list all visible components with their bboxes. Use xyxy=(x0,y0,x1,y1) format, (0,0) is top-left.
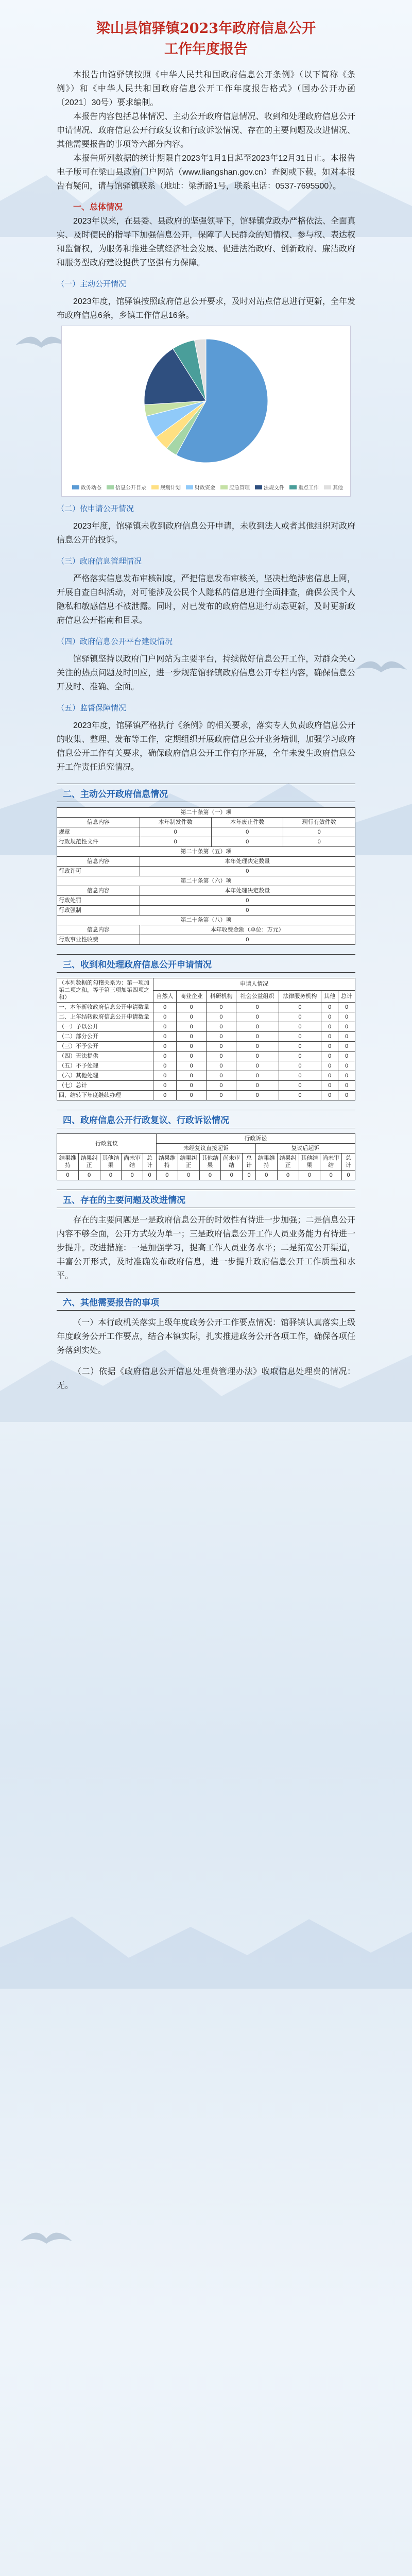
table-cell: 0 xyxy=(177,1012,207,1022)
legend-item xyxy=(255,483,284,491)
table-group-header: 行政复议 xyxy=(57,1134,157,1154)
table-row xyxy=(57,1022,355,1032)
table-cell: 0 xyxy=(279,1081,321,1091)
table-col-header: 现行有效件数 xyxy=(283,818,355,827)
legend-item xyxy=(289,483,319,491)
table-group-header: 行政诉讼 xyxy=(156,1134,355,1144)
table-cell: 0 xyxy=(321,1091,338,1100)
management-text: 严格落实信息发布审核制度，严把信息发布审核关，坚决杜绝涉密信息上网，开展自查自纠活动，对可能涉及公民个人隐私的信息进行全面排查，确保公民个人隐私和敏感信息不被泄露。同时，对已发布的政府信息进行动态更新，及时更新政府信息公开指南和目录。 xyxy=(57,574,355,625)
table-cell: 0 xyxy=(153,1071,177,1081)
table-col-header: 本年收费金额（单位：万元） xyxy=(140,925,355,935)
table-cell: 0 xyxy=(338,1022,355,1032)
table-col-header: 法律服务机构 xyxy=(279,990,321,1003)
table-group-header: 第二十条第（六）项 xyxy=(57,876,355,886)
section2-header xyxy=(57,784,355,802)
section4-title: 四、政府信息公开行政复议、行政诉讼情况 xyxy=(63,1115,229,1125)
table-subgroup-header: 未经复议直接起诉 xyxy=(156,1144,255,1154)
table-cell: 0 xyxy=(177,1091,207,1100)
table-cell: 0 xyxy=(140,906,355,916)
chart-legend xyxy=(72,483,343,491)
table-cell: 0 xyxy=(299,1171,320,1180)
table-cell: 0 xyxy=(321,1052,338,1061)
table-cell: 0 xyxy=(342,1171,355,1180)
table-col-header: 尚未审结 xyxy=(122,1154,143,1171)
legend-label: 政务动态 xyxy=(81,485,101,491)
table-cell: 0 xyxy=(283,827,355,837)
table-cell: 0 xyxy=(207,1003,236,1012)
table-cell: 二、上年结转政府信息公开申请数量 xyxy=(57,1012,153,1022)
table-group-header: 申请人情况 xyxy=(153,978,355,991)
section1-intro: 2023年以来，在县委、县政府的坚强领导下，馆驿镇党政办严格依法、全面真实、及时便民的指导下加强信息公开，保障了人民群众的知情权、参与权、表达权和监督权，为服务和推进全镇经济社会发展、促进法治政府、创新政府、廉洁政府和服务型政府建设提供了坚强有力保障。 xyxy=(57,217,355,267)
table-row xyxy=(57,1071,355,1081)
table-col-header: 信息内容 xyxy=(57,857,140,867)
table-cell: 0 xyxy=(207,1042,236,1052)
table-cell: 0 xyxy=(153,1012,177,1022)
legend-label: 重点工作 xyxy=(298,485,319,491)
table-cell: 0 xyxy=(236,1081,279,1091)
table-cell: 0 xyxy=(279,1032,321,1042)
section2-title: 二、主动公开政府信息情况 xyxy=(63,789,168,799)
other-matters-text: （二）依据《政府信息公开信息处理费管理办法》收取信息处理费的情况：无。 xyxy=(57,1367,355,1390)
table-col-header: 信息内容 xyxy=(57,818,140,827)
legend-label: 财政资金 xyxy=(195,485,215,491)
table-cell: 0 xyxy=(122,1171,143,1180)
table-cell: 0 xyxy=(236,1091,279,1100)
active-disclosure-table xyxy=(57,807,355,945)
table-cell: （二）部分公开 xyxy=(57,1032,153,1042)
table-cell: 0 xyxy=(153,1003,177,1012)
legend-item xyxy=(151,483,181,491)
section4-header xyxy=(57,1110,355,1128)
table-cell: 0 xyxy=(153,1081,177,1091)
table-col-header: 本年处理决定数量 xyxy=(140,857,355,867)
table-cell: 0 xyxy=(321,1061,338,1071)
table-cell: 0 xyxy=(153,1052,177,1061)
legend-item xyxy=(107,483,146,491)
table-cell: 0 xyxy=(153,1061,177,1071)
report-page xyxy=(57,15,355,2576)
section1-title: 一、总体情况 xyxy=(73,203,123,212)
table-cell: 0 xyxy=(211,837,283,847)
legend-swatch xyxy=(220,485,228,489)
legend-item xyxy=(220,483,250,491)
table-col-header: 本年处理决定数量 xyxy=(140,886,355,896)
table-col-header: 社会公益组织 xyxy=(236,990,279,1003)
table-cell: 0 xyxy=(236,1012,279,1022)
pie-chart-svg xyxy=(62,326,350,481)
table-col-header: 总计 xyxy=(243,1154,256,1171)
table-col-header: 其他 xyxy=(321,990,338,1003)
legend-label: 规划计划 xyxy=(160,485,181,491)
table-cell: 0 xyxy=(321,1081,338,1091)
table-cell: 0 xyxy=(57,1171,79,1180)
table-cell: 0 xyxy=(243,1171,256,1180)
table-cell: 0 xyxy=(207,1091,236,1100)
active-disclosure-text: 2023年度，馆驿镇按照政府信息公开要求，及时对站点信息进行更新，全年发布政府信息6条，乡镇工作信息16条。 xyxy=(57,297,355,320)
table-cell: 0 xyxy=(207,1081,236,1091)
section3-header xyxy=(57,954,355,973)
table-cell: 0 xyxy=(279,1091,321,1100)
legend-label: 其他 xyxy=(333,485,343,491)
table-row xyxy=(57,1052,355,1061)
table-col-header: 其他结果 xyxy=(299,1154,320,1171)
table-cell: 0 xyxy=(236,1032,279,1042)
table-cell: 0 xyxy=(178,1171,199,1180)
table-group-header: 第二十条第（五）项 xyxy=(57,847,355,857)
table-col-header: 本年制发件数 xyxy=(140,818,211,827)
legend-item xyxy=(186,483,215,491)
legend-swatch xyxy=(186,485,193,489)
table-cell: （四）无法提供 xyxy=(57,1052,153,1061)
table-cell: 0 xyxy=(338,1081,355,1091)
table-group-header: 第二十条第（一）项 xyxy=(57,808,355,818)
table-row xyxy=(57,1003,355,1012)
table-cell: 0 xyxy=(153,1042,177,1052)
table-cell: 0 xyxy=(321,1012,338,1022)
table-cell: 0 xyxy=(78,1171,100,1180)
table-cell: 0 xyxy=(207,1022,236,1032)
table-cell: 0 xyxy=(177,1052,207,1061)
table-cell: 0 xyxy=(177,1032,207,1042)
subsection-platform: （四）政府信息公开平台建设情况 xyxy=(57,637,173,646)
report-title-line2: 工作年度报告 xyxy=(164,41,248,57)
legend-swatch xyxy=(151,485,159,489)
table-col-header: 总计 xyxy=(143,1154,157,1171)
table-cell: （七）总计 xyxy=(57,1081,153,1091)
table-cell: 0 xyxy=(321,1022,338,1032)
table-col-header: 尚未审结 xyxy=(320,1154,342,1171)
table-cell: 0 xyxy=(207,1032,236,1042)
table-corner-note: （本列数据的勾稽关系为：第一项加第二项之和，等于第三项加第四项之和） xyxy=(57,978,153,1003)
table-cell: 0 xyxy=(177,1042,207,1052)
table-cell: 0 xyxy=(211,827,283,837)
intro-paragraph: 本报告所列数据的统计期限自2023年1月1日起至2023年12月31日止。本报告电子版可在梁山县政府门户网站（www.liangshan.gov.cn）查阅或下载。如对本报告有疑问，请与馆驿镇联系（地址：梁新路1号，联系电话：0537-7695500）。 xyxy=(57,154,355,191)
table-cell: 行政规范性文件 xyxy=(57,837,140,847)
table-cell: 四、结转下年度继续办理 xyxy=(57,1091,153,1100)
table-cell: 0 xyxy=(177,1022,207,1032)
section5-header xyxy=(57,1190,355,1208)
table-cell: 0 xyxy=(321,1042,338,1052)
table-col-header: 尚未审结 xyxy=(221,1154,243,1171)
subsection-active-disclosure: （一）主动公开情况 xyxy=(57,280,127,289)
table-group-header: 第二十条第（八）项 xyxy=(57,916,355,925)
table-cell: 0 xyxy=(153,1091,177,1100)
subsection-supervision: （五）监督保障情况 xyxy=(57,704,127,713)
table-col-header: 本年废止件数 xyxy=(211,818,283,827)
table-col-header: 信息内容 xyxy=(57,886,140,896)
table-cell: （一）予以公开 xyxy=(57,1022,153,1032)
table-cell: 0 xyxy=(140,935,355,945)
table-cell: 0 xyxy=(279,1022,321,1032)
legend-swatch xyxy=(72,485,79,489)
table-cell: 0 xyxy=(236,1003,279,1012)
table-col-header: 其他结果 xyxy=(199,1154,221,1171)
table-subgroup-header: 复议后起诉 xyxy=(255,1144,355,1154)
table-cell: 0 xyxy=(338,1071,355,1081)
table-row xyxy=(57,1061,355,1071)
subsection-application: （二）依申请公开情况 xyxy=(57,504,134,513)
table-cell: 0 xyxy=(236,1022,279,1032)
table-col-header: 结果维持 xyxy=(156,1154,178,1171)
table-cell: 0 xyxy=(279,1003,321,1012)
table-cell: 0 xyxy=(177,1061,207,1071)
table-col-header: 总计 xyxy=(342,1154,355,1171)
subsection-management: （三）政府信息管理情况 xyxy=(57,557,142,566)
section3-title: 三、收到和处理政府信息公开申请情况 xyxy=(63,959,212,970)
table-row xyxy=(57,1042,355,1052)
intro-section xyxy=(57,68,355,193)
table-cell: 0 xyxy=(321,1071,338,1081)
table-col-header: 结果纠正 xyxy=(178,1154,199,1171)
legend-swatch xyxy=(289,485,297,489)
table-cell: 0 xyxy=(320,1171,342,1180)
table-col-header: 商业企业 xyxy=(177,990,207,1003)
section6-title: 六、其他需要报告的事项 xyxy=(63,1297,159,1308)
table-cell: 0 xyxy=(321,1032,338,1042)
table-cell: 0 xyxy=(236,1061,279,1071)
table-cell: 0 xyxy=(207,1012,236,1022)
table-cell: 一、本年新收政府信息公开申请数量 xyxy=(57,1003,153,1012)
table-cell: 0 xyxy=(207,1071,236,1081)
legend-label: 信息公开目录 xyxy=(115,485,146,491)
table-cell: 0 xyxy=(279,1052,321,1061)
problems-text: 存在的主要问题是一是政府信息公开的时效性有待进一步加强；二是信息公开内容不够全面，公开方式较为单一；三是政府信息公开工作人员业务能力有待进一步提升。改进措施：一是加强学习，提高工作人员业务水平；二是拓宽公开渠道，丰富公开形式，及时准确发布政府信息，进一步提升政府信息公开工作质量和水平。 xyxy=(57,1216,355,1280)
intro-paragraph: 本报告内容包括总体情况、主动公开政府信息情况、收到和处理政府信息公开申请情况、政府信息公开行政复议和行政诉讼情况、存在的主要问题及改进情况、其他需要报告的事项等六部分内容。 xyxy=(57,112,355,149)
table-cell: 0 xyxy=(140,827,211,837)
table-col-header: 信息内容 xyxy=(57,925,140,935)
legend-swatch xyxy=(107,485,114,489)
table-col-header: 总计 xyxy=(338,990,355,1003)
table-cell: 0 xyxy=(279,1012,321,1022)
table-cell: 0 xyxy=(338,1003,355,1012)
table-cell: 0 xyxy=(277,1171,299,1180)
table-row xyxy=(57,1171,355,1180)
section5-title: 五、存在的主要问题及改进情况 xyxy=(63,1195,185,1205)
legend-item xyxy=(324,483,343,491)
table-cell: 0 xyxy=(199,1171,221,1180)
table-col-header: 其他结果 xyxy=(100,1154,122,1171)
table-cell: （三）不予公开 xyxy=(57,1042,153,1052)
table-cell: 0 xyxy=(140,896,355,906)
application-text: 2023年度，馆驿镇未收到政府信息公开申请，未收到法人或者其他组织对政府信息公开的投诉。 xyxy=(57,522,355,545)
table-col-header: 结果维持 xyxy=(255,1154,277,1171)
table-header-row xyxy=(57,1154,355,1171)
table-col-header: 结果纠正 xyxy=(78,1154,100,1171)
table-row xyxy=(57,1091,355,1100)
table-cell: （六）其他处理 xyxy=(57,1071,153,1081)
table-cell: 0 xyxy=(153,1032,177,1042)
table-cell: 0 xyxy=(177,1003,207,1012)
table-col-header: 科研机构 xyxy=(207,990,236,1003)
table-cell: 0 xyxy=(156,1171,178,1180)
legend-item xyxy=(72,483,101,491)
table-cell: 行政许可 xyxy=(57,867,140,876)
table-cell: 0 xyxy=(207,1052,236,1061)
table-cell: 0 xyxy=(100,1171,122,1180)
table-cell: 0 xyxy=(279,1071,321,1081)
table-row xyxy=(57,1032,355,1042)
table-cell: 0 xyxy=(338,1042,355,1052)
table-cell: 0 xyxy=(143,1171,157,1180)
table-col-header: 结果纠正 xyxy=(277,1154,299,1171)
table-cell: 0 xyxy=(338,1061,355,1071)
table-cell: 行政事业性收费 xyxy=(57,935,140,945)
table-col-header: 结果维持 xyxy=(57,1154,79,1171)
table-cell: 行政强制 xyxy=(57,906,140,916)
intro-paragraph: 本报告由馆驿镇按照《中华人民共和国政府信息公开条例》（以下简称《条例》）和《中华人民共和国政府信息公开工作年度报告格式》（国办公开办函〔2021〕30号）要求编制。 xyxy=(57,71,355,107)
review-litigation-table xyxy=(57,1133,355,1180)
legend-swatch xyxy=(255,485,262,489)
legend-label: 应急管理 xyxy=(229,485,250,491)
report-title xyxy=(57,19,355,60)
table-cell: 0 xyxy=(338,1032,355,1042)
table-cell: 规章 xyxy=(57,827,140,837)
table-cell: 0 xyxy=(140,837,211,847)
table-cell: 0 xyxy=(236,1071,279,1081)
table-cell: 0 xyxy=(279,1042,321,1052)
table-cell: 0 xyxy=(236,1052,279,1061)
table-col-header: 自然人 xyxy=(153,990,177,1003)
section6-header xyxy=(57,1292,355,1311)
other-matters-text: （一）本行政机关落实上级年度政务公开工作要点情况：馆驿镇认真落实上级年度政务公开工作要点，结合本镇实际，扎实推进政务公开各项工作，确保各项任务落到实处。 xyxy=(57,1318,355,1355)
table-cell: （五）不予处理 xyxy=(57,1061,153,1071)
report-title-line1: 梁山县馆驿镇2023年政府信息公开 xyxy=(96,21,316,37)
table-cell: 0 xyxy=(321,1003,338,1012)
table-row xyxy=(57,1012,355,1022)
platform-text: 馆驿镇坚持以政府门户网站为主要平台，持续做好信息公开工作，对群众关心关注的热点问题及时回应，进一步规范馆驿镇政府信息公开专栏内容，确保信息公开及时、准确、全面。 xyxy=(57,655,355,691)
table-cell: 0 xyxy=(153,1022,177,1032)
legend-swatch xyxy=(324,485,331,489)
supervision-text: 2023年度，馆驿镇严格执行《条例》的相关要求，落实专人负责政府信息公开的收集、整理、发布等工作，定期组织开展政府信息公开业务培训，加强学习政府信息公开工作有关要求，确保政府信息公开工作有序开展，全年未发生政府信息公开工作责任追究情况。 xyxy=(57,721,355,772)
table-cell: 0 xyxy=(279,1061,321,1071)
table-cell: 0 xyxy=(338,1052,355,1061)
table-cell: 0 xyxy=(177,1071,207,1081)
table-cell: 0 xyxy=(140,867,355,876)
table-cell: 0 xyxy=(221,1171,243,1180)
table-cell: 0 xyxy=(255,1171,277,1180)
table-cell: 行政处罚 xyxy=(57,896,140,906)
table-cell: 0 xyxy=(207,1061,236,1071)
pie-chart xyxy=(61,326,351,497)
table-cell: 0 xyxy=(338,1012,355,1022)
table-cell: 0 xyxy=(283,837,355,847)
crane-bird-icon xyxy=(350,644,412,690)
table-row xyxy=(57,1081,355,1091)
table-cell: 0 xyxy=(177,1081,207,1091)
application-table xyxy=(57,978,355,1100)
table-cell: 0 xyxy=(338,1091,355,1100)
table-cell: 0 xyxy=(236,1042,279,1052)
legend-label: 法规文件 xyxy=(264,485,284,491)
